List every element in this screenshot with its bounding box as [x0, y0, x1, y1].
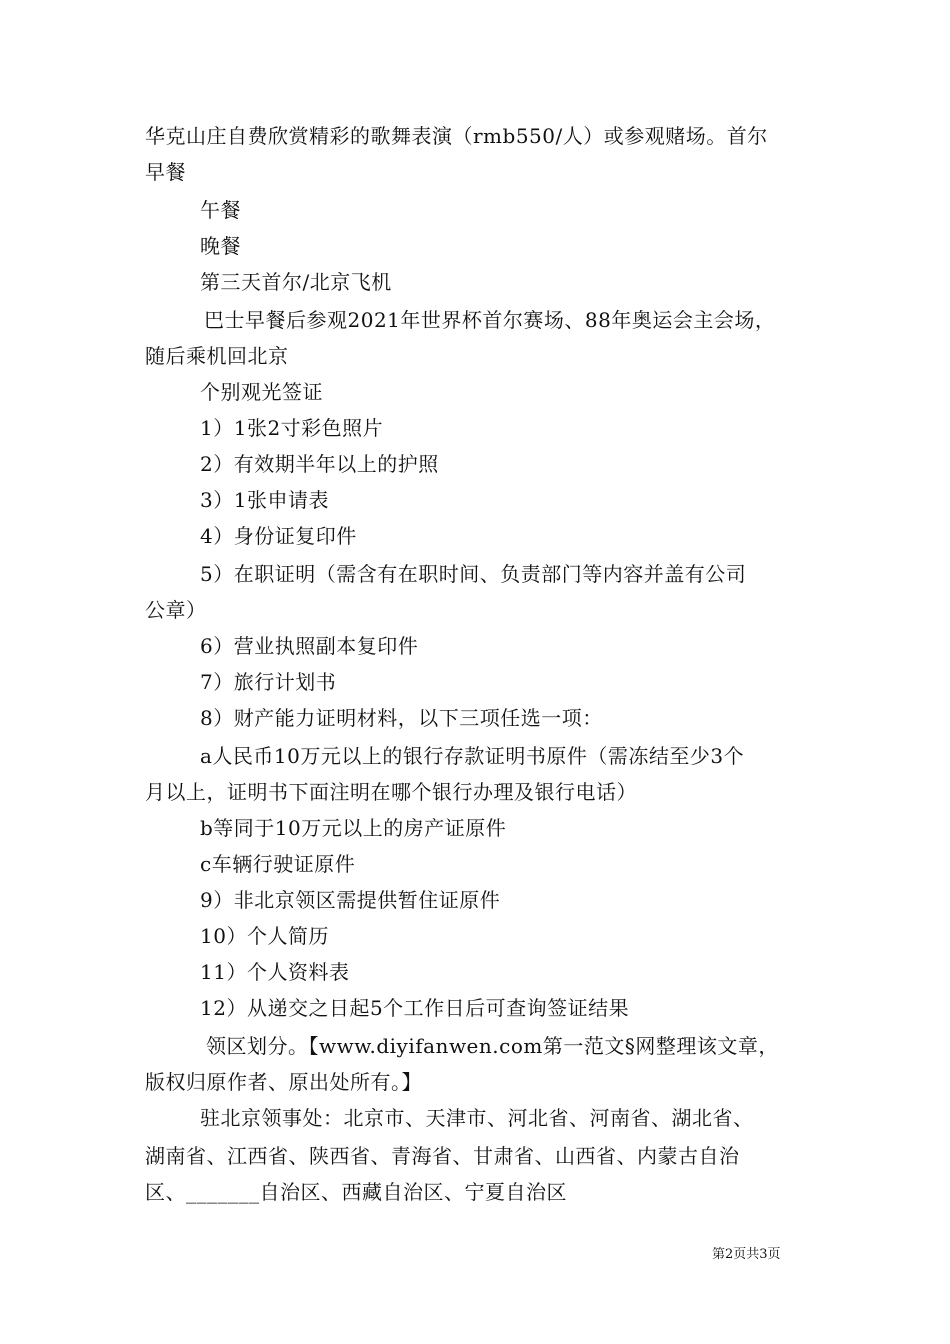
list-item: 4）身份证复印件 — [200, 524, 357, 548]
list-item: 7）旅行计划书 — [200, 670, 337, 694]
list-item: 12）从递交之日起5个工作日后可查询签证结果 — [200, 996, 630, 1020]
paragraph-line: 第三天首尔/北京飞机 — [200, 270, 392, 294]
list-item: c车辆行驶证原件 — [200, 852, 356, 876]
list-item: 6）营业执照副本复印件 — [200, 634, 419, 658]
paragraph-line: 月以上，证明书下面注明在哪个银行办理及银行电话） — [145, 780, 637, 804]
list-item: 5）在职证明（需含有在职时间、负责部门等内容并盖有公司 — [200, 562, 747, 586]
list-item: 11）个人资料表 — [200, 960, 350, 984]
list-item: 2）有效期半年以上的护照 — [200, 452, 439, 476]
list-item: 8）财产能力证明材料，以下三项任选一项： — [200, 706, 603, 730]
paragraph-line: 早餐 — [145, 160, 186, 184]
list-item: b等同于10万元以上的房产证原件 — [200, 816, 507, 840]
paragraph-line: 晚餐 — [200, 234, 241, 258]
paragraph-line: 个别观光签证 — [200, 380, 323, 404]
paragraph-line: 区、_______自治区、西藏自治区、宁夏自治区 — [145, 1180, 567, 1204]
paragraph-line: 领区划分。【www.diyifanwen.com第一范文§网整理该文章， — [206, 1034, 779, 1058]
paragraph-line: 版权归原作者、原出处所有。】 — [145, 1070, 422, 1094]
list-item: 1）1张2寸彩色照片 — [200, 416, 384, 440]
paragraph-line: 午餐 — [200, 198, 241, 222]
list-item: a人民币10万元以上的银行存款证明书原件（需冻结至少3个 — [200, 744, 745, 768]
paragraph-line: 驻北京领事处：北京市、天津市、河北省、河南省、湖北省、 — [200, 1106, 754, 1130]
paragraph-line: 随后乘机回北京 — [145, 344, 289, 368]
paragraph-line: 湖南省、江西省、陕西省、青海省、甘肃省、山西省、内蒙古自治 — [145, 1144, 740, 1168]
page-number: 第2页共3页 — [712, 1247, 781, 1262]
list-item: 10）个人简历 — [200, 924, 329, 948]
paragraph-line: 华克山庄自费欣赏精彩的歌舞表演（rmb550/人）或参观赌场。首尔 — [145, 124, 768, 148]
list-item: 9）非北京领区需提供暂住证原件 — [200, 888, 501, 912]
paragraph-line: 公章） — [145, 598, 207, 622]
list-item: 3）1张申请表 — [200, 488, 329, 512]
paragraph-line: 巴士早餐后参观2021年世界杯首尔赛场、88年奥运会主会场， — [204, 308, 776, 332]
